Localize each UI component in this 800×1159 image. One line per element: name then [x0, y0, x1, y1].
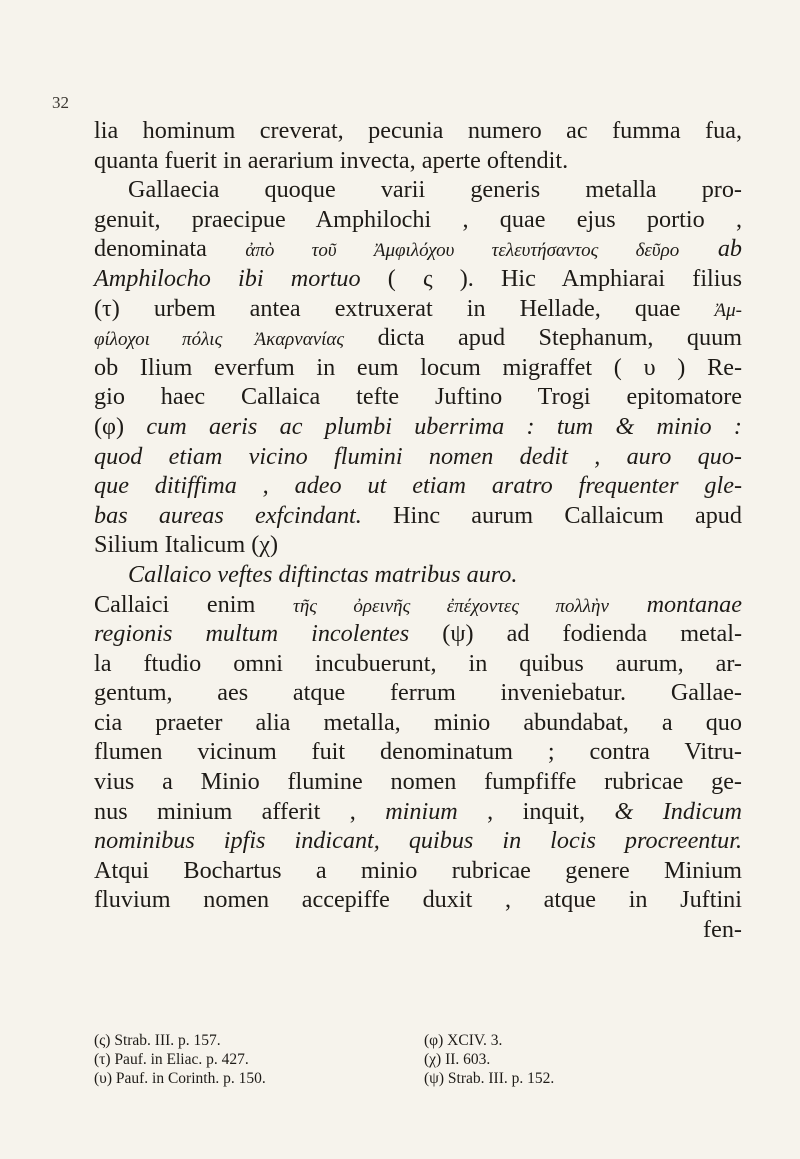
- text-segment: quanta fuerit in aerarium invecta, aperte oftendit.: [94, 146, 569, 174]
- greek-phrase: φίλοχοι πόλις Ἀκαρνανίας: [94, 329, 345, 351]
- footnote: [424, 1031, 742, 1050]
- text-line: [94, 737, 742, 767]
- text-segment: vius a Minio flumine nomen fumpfiffe rubricae ge-: [94, 768, 742, 796]
- text-line: [94, 797, 742, 827]
- footnote: [94, 1050, 424, 1069]
- text-segment: lia hominum creverat, pecunia numero ac fumma fua,: [94, 117, 742, 144]
- text-segment: Amphilocho ibi mortuo: [94, 264, 361, 292]
- footnote-text: Strab. III. p. 157.: [114, 1032, 221, 1049]
- text-line: [94, 234, 742, 264]
- footnote-mark: (τ): [94, 1051, 111, 1068]
- text-segment: (φ): [94, 412, 147, 440]
- text-segment: Callaici enim: [94, 590, 294, 618]
- body-text: [94, 116, 742, 945]
- page-number: 32: [52, 93, 69, 112]
- text-line: [94, 885, 742, 915]
- text-segment: ( ς ). Hic Amphiarai filius: [360, 264, 742, 292]
- footnotes: [94, 1031, 742, 1088]
- text-line: [94, 826, 742, 856]
- text-line: [94, 412, 742, 442]
- text-segment: nus minium afferit ,: [94, 797, 386, 825]
- text-segment: denominata: [94, 235, 246, 263]
- text-segment: ob Ilium everfum in eum locum migraffet ( υ ) Re-: [94, 353, 742, 381]
- footnote-text: Pauf. in Eliac. p. 427.: [114, 1051, 249, 1068]
- text-line: [94, 856, 742, 886]
- text-segment: minium: [385, 797, 458, 825]
- text-segment: Callaico veftes diftinctas matribus auro.: [128, 560, 518, 588]
- text-line: [94, 590, 742, 620]
- text-segment: fen-: [703, 916, 742, 944]
- text-segment: quod etiam vicino flumini nomen dedit , auro quo-: [94, 442, 742, 470]
- text-line: [94, 915, 742, 945]
- greek-phrase: ἀπὸ τοῦ Ἀμφιλόχου τελευτήσαντος δεῦρο: [245, 240, 680, 262]
- footnote-text: Strab. III. p. 152.: [447, 1070, 555, 1087]
- text-line: [94, 353, 742, 383]
- text-line: [94, 294, 742, 324]
- text-segment: cia praeter alia metalla, minio abundabat, a quo: [94, 708, 742, 736]
- text-line: [94, 382, 742, 412]
- text-segment: gentum, aes atque ferrum inveniebatur. Gallae-: [94, 679, 742, 707]
- text-line: [94, 619, 742, 649]
- text-segment: (τ) urbem antea extruxerat in Hellade, quae: [94, 294, 715, 322]
- text-segment: (ψ) ad fodienda metal-: [409, 620, 743, 648]
- text-segment: nominibus ipfis indicant, quibus in locis procreentur.: [94, 827, 742, 855]
- text-segment: Gallaecia quoque varii generis metalla pro-: [128, 176, 742, 204]
- text-line: [94, 323, 742, 353]
- text-segment: Atqui Bochartus a minio rubricae genere Minium: [94, 856, 742, 884]
- footnote-mark: (φ): [424, 1032, 444, 1049]
- text-line: [94, 649, 742, 679]
- footnote-text: XCIV. 3.: [447, 1032, 503, 1049]
- text-segment: montanae: [608, 590, 742, 618]
- text-segment: Silium Italicum (χ): [94, 531, 279, 559]
- footnote-text: Pauf. in Corinth. p. 150.: [115, 1070, 266, 1087]
- text-segment: Hinc aurum Callaicum apud: [361, 501, 742, 529]
- text-line: [94, 678, 742, 708]
- text-line: [94, 205, 742, 235]
- greek-phrase: Ἀμ-: [714, 299, 742, 321]
- text-segment: genuit, praecipue Amphilochi , quae ejus portio ,: [94, 205, 742, 233]
- greek-phrase: τῆς ὀρεινῆς ἐπέχοντες πολλὴν: [293, 595, 609, 617]
- text-line: [94, 442, 742, 472]
- text-segment: fluvium nomen accepiffe duxit , atque in Juftini: [94, 886, 742, 914]
- text-line: [94, 116, 742, 146]
- footnote-mark: (χ): [424, 1051, 442, 1068]
- text-line: [94, 471, 742, 501]
- text-line: [94, 175, 742, 205]
- text-line: [94, 501, 742, 531]
- footnote-mark: (υ): [94, 1070, 112, 1087]
- text-segment: que ditiffima , adeo ut etiam aratro frequenter gle-: [94, 472, 742, 500]
- text-line: [94, 767, 742, 797]
- footnote: [94, 1069, 424, 1088]
- text-line: [94, 708, 742, 738]
- text-segment: cum aeris ac plumbi uberrima : tum & minio :: [146, 412, 742, 440]
- footnote: [424, 1050, 742, 1069]
- text-segment: & Indicum: [614, 797, 742, 825]
- text-segment: la ftudio omni incubuerunt, in quibus aurum, ar-: [94, 649, 742, 677]
- text-line: [94, 264, 742, 294]
- text-segment: , inquit,: [457, 797, 615, 825]
- text-segment: bas aureas exfcindant.: [94, 501, 362, 529]
- text-line: [94, 530, 742, 560]
- text-segment: regionis multum incolentes: [94, 620, 410, 648]
- footnote: [424, 1069, 742, 1088]
- text-segment: dicta apud Stephanum, quum: [344, 324, 742, 352]
- text-segment: gio haec Callaica tefte Juftino Trogi epitomatore: [94, 383, 742, 411]
- footnote-mark: (ς): [94, 1032, 111, 1049]
- text-segment: ab: [679, 235, 742, 263]
- text-line: [94, 560, 742, 590]
- text-line: [94, 146, 742, 176]
- text-segment: flumen vicinum fuit denominatum ; contra Vitru-: [94, 738, 742, 766]
- footnote: [94, 1031, 424, 1050]
- footnote-mark: (ψ): [424, 1070, 445, 1087]
- footnote-text: II. 603.: [445, 1051, 491, 1068]
